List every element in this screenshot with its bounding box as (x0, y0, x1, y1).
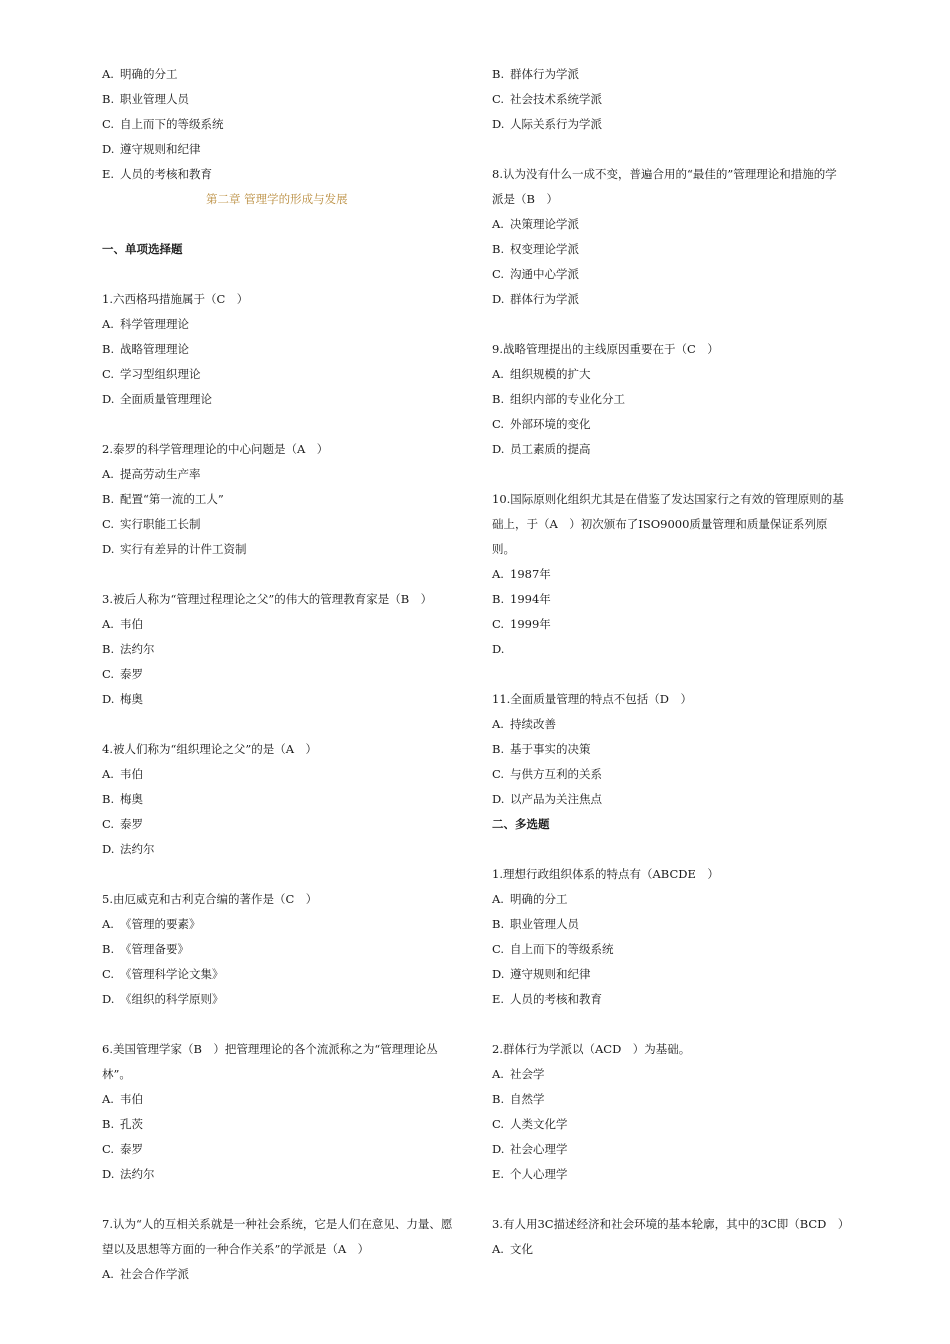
option-label: D. (492, 967, 505, 981)
answer-option (102, 312, 462, 337)
option-text: 明确的分工 (120, 67, 178, 81)
option-label: B. (102, 642, 115, 656)
option-text: 战略管理理论 (120, 342, 189, 356)
answer-option (492, 62, 848, 87)
answer-option (102, 387, 462, 412)
option-label: C. (102, 967, 115, 981)
answer-option (102, 612, 462, 637)
option-label: D. (492, 292, 505, 306)
question-stem: 4.被人们称为“组织理论之父”的是（A ） (102, 742, 318, 756)
option-label: B. (492, 742, 505, 756)
option-label: C. (102, 117, 115, 131)
question-stem: 11.全面质量管理的特点不包括（D ） (492, 692, 693, 706)
option-label: D. (492, 1142, 505, 1156)
question-block (492, 487, 848, 662)
question-block (492, 337, 848, 462)
option-label: C. (492, 267, 505, 281)
option-text: 实行职能工长制 (120, 517, 201, 531)
option-label: C. (102, 817, 115, 831)
question-stem: 3.有人用3C描述经济和社会环境的基本轮廓，其中的3C即（BCD ） (492, 1217, 850, 1231)
option-text: 群体行为学派 (510, 67, 579, 81)
option-label: A. (492, 217, 504, 231)
option-label: B. (102, 792, 115, 806)
answer-option (492, 212, 848, 237)
question-stem: 1.六西格玛措施属于（C ） (102, 292, 249, 306)
option-label: C. (492, 942, 505, 956)
chapter-title: 第二章 管理学的形成与发展 (206, 192, 348, 206)
option-label: A. (492, 567, 504, 581)
option-text: 人员的考核和教育 (120, 167, 212, 181)
option-label: E. (102, 167, 115, 181)
question-stem: 8.认为没有什么一成不变，普遍合用的“最佳的”管理理论和措施的学派是（B ） (492, 167, 837, 206)
answer-option (102, 1087, 462, 1112)
answer-option (492, 362, 848, 387)
option-text: 决策理论学派 (510, 217, 579, 231)
option-text: 科学管理理论 (120, 317, 189, 331)
option-text: 以产品为关注焦点 (510, 792, 602, 806)
option-text: 人际关系行为学派 (510, 117, 602, 131)
option-label: A. (102, 917, 114, 931)
option-text: 沟通中心学派 (510, 267, 579, 281)
option-label: A. (492, 1067, 504, 1081)
option-text: 社会心理学 (510, 1142, 568, 1156)
answer-option (102, 937, 462, 962)
option-label: C. (492, 767, 505, 781)
option-text: 1999年 (510, 617, 551, 631)
answer-option (492, 912, 848, 937)
question-stem: 6.美国管理学家（B ）把管理理论的各个流派称之为“管理理论丛林”。 (102, 1042, 438, 1081)
option-text: 遵守规则和纪律 (120, 142, 201, 156)
option-label: C. (492, 1117, 505, 1131)
option-label: A. (492, 892, 504, 906)
option-text: 组织规模的扩大 (510, 367, 591, 381)
answer-option (492, 737, 848, 762)
answer-option (492, 937, 848, 962)
answer-option (102, 87, 462, 112)
answer-option (102, 637, 462, 662)
option-text: 《管理科学论文集》 (120, 967, 224, 981)
question-block (492, 162, 848, 312)
option-text: 《组织的科学原则》 (120, 992, 224, 1006)
option-text: 全面质量管理理论 (120, 392, 212, 406)
answer-option (492, 1087, 848, 1112)
section-title-multi-choice: 二、多选题 (492, 817, 550, 831)
answer-option (492, 1162, 848, 1187)
answer-option (492, 1237, 848, 1262)
answer-option (102, 812, 462, 837)
option-label: A. (102, 317, 114, 331)
answer-option (102, 662, 462, 687)
option-label: D. (102, 392, 115, 406)
option-text: 梅奥 (120, 692, 143, 706)
option-text: 明确的分工 (510, 892, 568, 906)
answer-option (102, 337, 462, 362)
option-label: B. (102, 342, 115, 356)
question-block (492, 1212, 848, 1262)
answer-option (102, 112, 462, 137)
question-block (102, 587, 462, 712)
option-label: B. (102, 942, 115, 956)
option-label: B. (492, 67, 505, 81)
option-text: 职业管理人员 (120, 92, 189, 106)
option-text: 群体行为学派 (510, 292, 579, 306)
answer-option (492, 712, 848, 737)
option-text: 孔茨 (120, 1117, 143, 1131)
option-text: 韦伯 (120, 1092, 143, 1106)
answer-option (492, 762, 848, 787)
answer-option (102, 137, 462, 162)
option-label: D. (102, 542, 115, 556)
option-text: 《管理备要》 (120, 942, 189, 956)
option-text: 文化 (510, 1242, 533, 1256)
option-label: E. (492, 992, 505, 1006)
answer-option (102, 362, 462, 387)
option-text: 组织内部的专业化分工 (510, 392, 625, 406)
question-block (102, 437, 462, 562)
option-text: 基于事实的决策 (510, 742, 591, 756)
question-block (492, 687, 848, 812)
question-block (492, 1037, 848, 1187)
answer-option (492, 237, 848, 262)
answer-option (102, 512, 462, 537)
answer-option (492, 387, 848, 412)
option-label: C. (102, 367, 115, 381)
option-text: 自上而下的等级系统 (510, 942, 614, 956)
answer-option (102, 1137, 462, 1162)
option-label: D. (492, 442, 505, 456)
option-text: 与供方互利的关系 (510, 767, 602, 781)
answer-option (492, 587, 848, 612)
answer-option (102, 987, 462, 1012)
option-text: 职业管理人员 (510, 917, 579, 931)
question-stem: 10.国际原则化组织尤其是在借鉴了发达国家行之有效的管理原则的基础上，于（A ）初次颁布了ISO9000质量管理和质量保证系列原则。 (492, 492, 844, 556)
option-text: 泰罗 (120, 817, 143, 831)
right-questions (492, 162, 848, 812)
option-label: A. (102, 467, 114, 481)
question-stem: 1.理想行政组织体系的特点有（ABCDE ） (492, 867, 719, 881)
option-text: 法约尔 (120, 642, 155, 656)
option-text: 韦伯 (120, 617, 143, 631)
option-text: 自上而下的等级系统 (120, 117, 224, 131)
option-label: D. (102, 692, 115, 706)
answer-option (492, 437, 848, 462)
question-block (102, 287, 462, 412)
option-text: 权变理论学派 (510, 242, 579, 256)
option-text: 提高劳动生产率 (120, 467, 201, 481)
answer-option (492, 962, 848, 987)
answer-option (102, 787, 462, 812)
answer-option (492, 1062, 848, 1087)
answer-option (492, 987, 848, 1012)
option-label: A. (102, 1092, 114, 1106)
answer-option (492, 1137, 848, 1162)
answer-option (492, 787, 848, 812)
question-stem: 3.被后人称为“管理过程理论之父”的伟大的管理教育家是（B ） (102, 592, 433, 606)
option-text: 法约尔 (120, 842, 155, 856)
question-stem: 2.泰罗的科学管理理论的中心问题是（A ） (102, 442, 329, 456)
option-label: E. (492, 1167, 505, 1181)
answer-option (492, 412, 848, 437)
option-text: 自然学 (510, 1092, 545, 1106)
option-text: 配置“第一流的工人” (120, 492, 224, 506)
question-block (492, 862, 848, 1012)
option-text: 泰罗 (120, 1142, 143, 1156)
option-label: A. (102, 1267, 114, 1281)
answer-option (102, 762, 462, 787)
option-label: D. (102, 1167, 115, 1181)
option-label: B. (102, 1117, 115, 1131)
option-text: 法约尔 (120, 1167, 155, 1181)
answer-option (492, 637, 848, 662)
answer-option (492, 612, 848, 637)
question-stem: 5.由厄威克和古利克合编的著作是（C ） (102, 892, 318, 906)
question-block (102, 737, 462, 862)
option-label: C. (492, 92, 505, 106)
option-label: B. (492, 592, 505, 606)
left-column (102, 62, 462, 1287)
option-label: A. (492, 367, 504, 381)
answer-option (102, 462, 462, 487)
option-label: D. (492, 792, 505, 806)
answer-option (102, 1162, 462, 1187)
option-label: B. (492, 1092, 505, 1106)
answer-option (102, 962, 462, 987)
option-text: 韦伯 (120, 767, 143, 781)
section-title-single-choice: 一、单项选择题 (102, 242, 183, 256)
option-label: C. (102, 517, 115, 531)
question-stem: 7.认为“人的互相关系就是一种社会系统，它是人们在意见、力量、愿望以及思想等方面的一种合作关系”的学派是（A ） (102, 1217, 453, 1256)
answer-option (102, 912, 462, 937)
option-label: D. (102, 142, 115, 156)
option-label: A. (492, 717, 504, 731)
option-text: 人类文化学 (510, 1117, 568, 1131)
option-text: 持续改善 (510, 717, 556, 731)
answer-option (492, 287, 848, 312)
answer-option (102, 1112, 462, 1137)
option-text: 个人心理学 (510, 1167, 568, 1181)
question-stem: 9.战略管理提出的主线原因重要在于（C ） (492, 342, 719, 356)
option-text: 社会技术系统学派 (510, 92, 602, 106)
option-label: C. (492, 617, 505, 631)
option-text: 1994年 (510, 592, 551, 606)
option-label: D. (492, 642, 505, 656)
option-label: B. (102, 92, 115, 106)
option-label: A. (102, 67, 114, 81)
option-text: 外部环境的变化 (510, 417, 591, 431)
option-label: C. (492, 417, 505, 431)
answer-option (492, 562, 848, 587)
option-text: 遵守规则和纪律 (510, 967, 591, 981)
answer-option (102, 487, 462, 512)
answer-option (102, 537, 462, 562)
option-label: C. (102, 667, 115, 681)
right-multi-questions (492, 862, 848, 1262)
answer-option (102, 162, 462, 187)
option-text: 《管理的要素》 (120, 917, 201, 931)
question-block (102, 1212, 462, 1287)
option-text: 实行有差异的计件工资制 (120, 542, 247, 556)
option-label: A. (492, 1242, 504, 1256)
option-text: 员工素质的提高 (510, 442, 591, 456)
option-label: D. (102, 992, 115, 1006)
option-label: B. (102, 492, 115, 506)
right-column (492, 62, 848, 1262)
option-text: 社会学 (510, 1067, 545, 1081)
option-label: C. (102, 1142, 115, 1156)
option-label: A. (102, 767, 114, 781)
question-block (102, 1037, 462, 1187)
option-text: 1987年 (510, 567, 551, 581)
option-label: B. (492, 392, 505, 406)
right-top-options (492, 62, 848, 137)
option-text: 泰罗 (120, 667, 143, 681)
option-label: D. (102, 842, 115, 856)
answer-option (102, 837, 462, 862)
answer-option (492, 262, 848, 287)
option-label: B. (492, 917, 505, 931)
option-label: B. (492, 242, 505, 256)
left-top-options (102, 62, 462, 187)
answer-option (492, 87, 848, 112)
option-label: A. (102, 617, 114, 631)
option-text: 人员的考核和教育 (510, 992, 602, 1006)
answer-option (492, 112, 848, 137)
answer-option (102, 62, 462, 87)
question-block (102, 887, 462, 1012)
option-text: 社会合作学派 (120, 1267, 189, 1281)
option-label: D. (492, 117, 505, 131)
option-text: 学习型组织理论 (120, 367, 201, 381)
question-stem: 2.群体行为学派以（ACD ）为基础。 (492, 1042, 691, 1056)
answer-option (102, 1262, 462, 1287)
answer-option (492, 1112, 848, 1137)
answer-option (102, 687, 462, 712)
left-questions (102, 287, 462, 1287)
answer-option (492, 887, 848, 912)
option-text: 梅奥 (120, 792, 143, 806)
